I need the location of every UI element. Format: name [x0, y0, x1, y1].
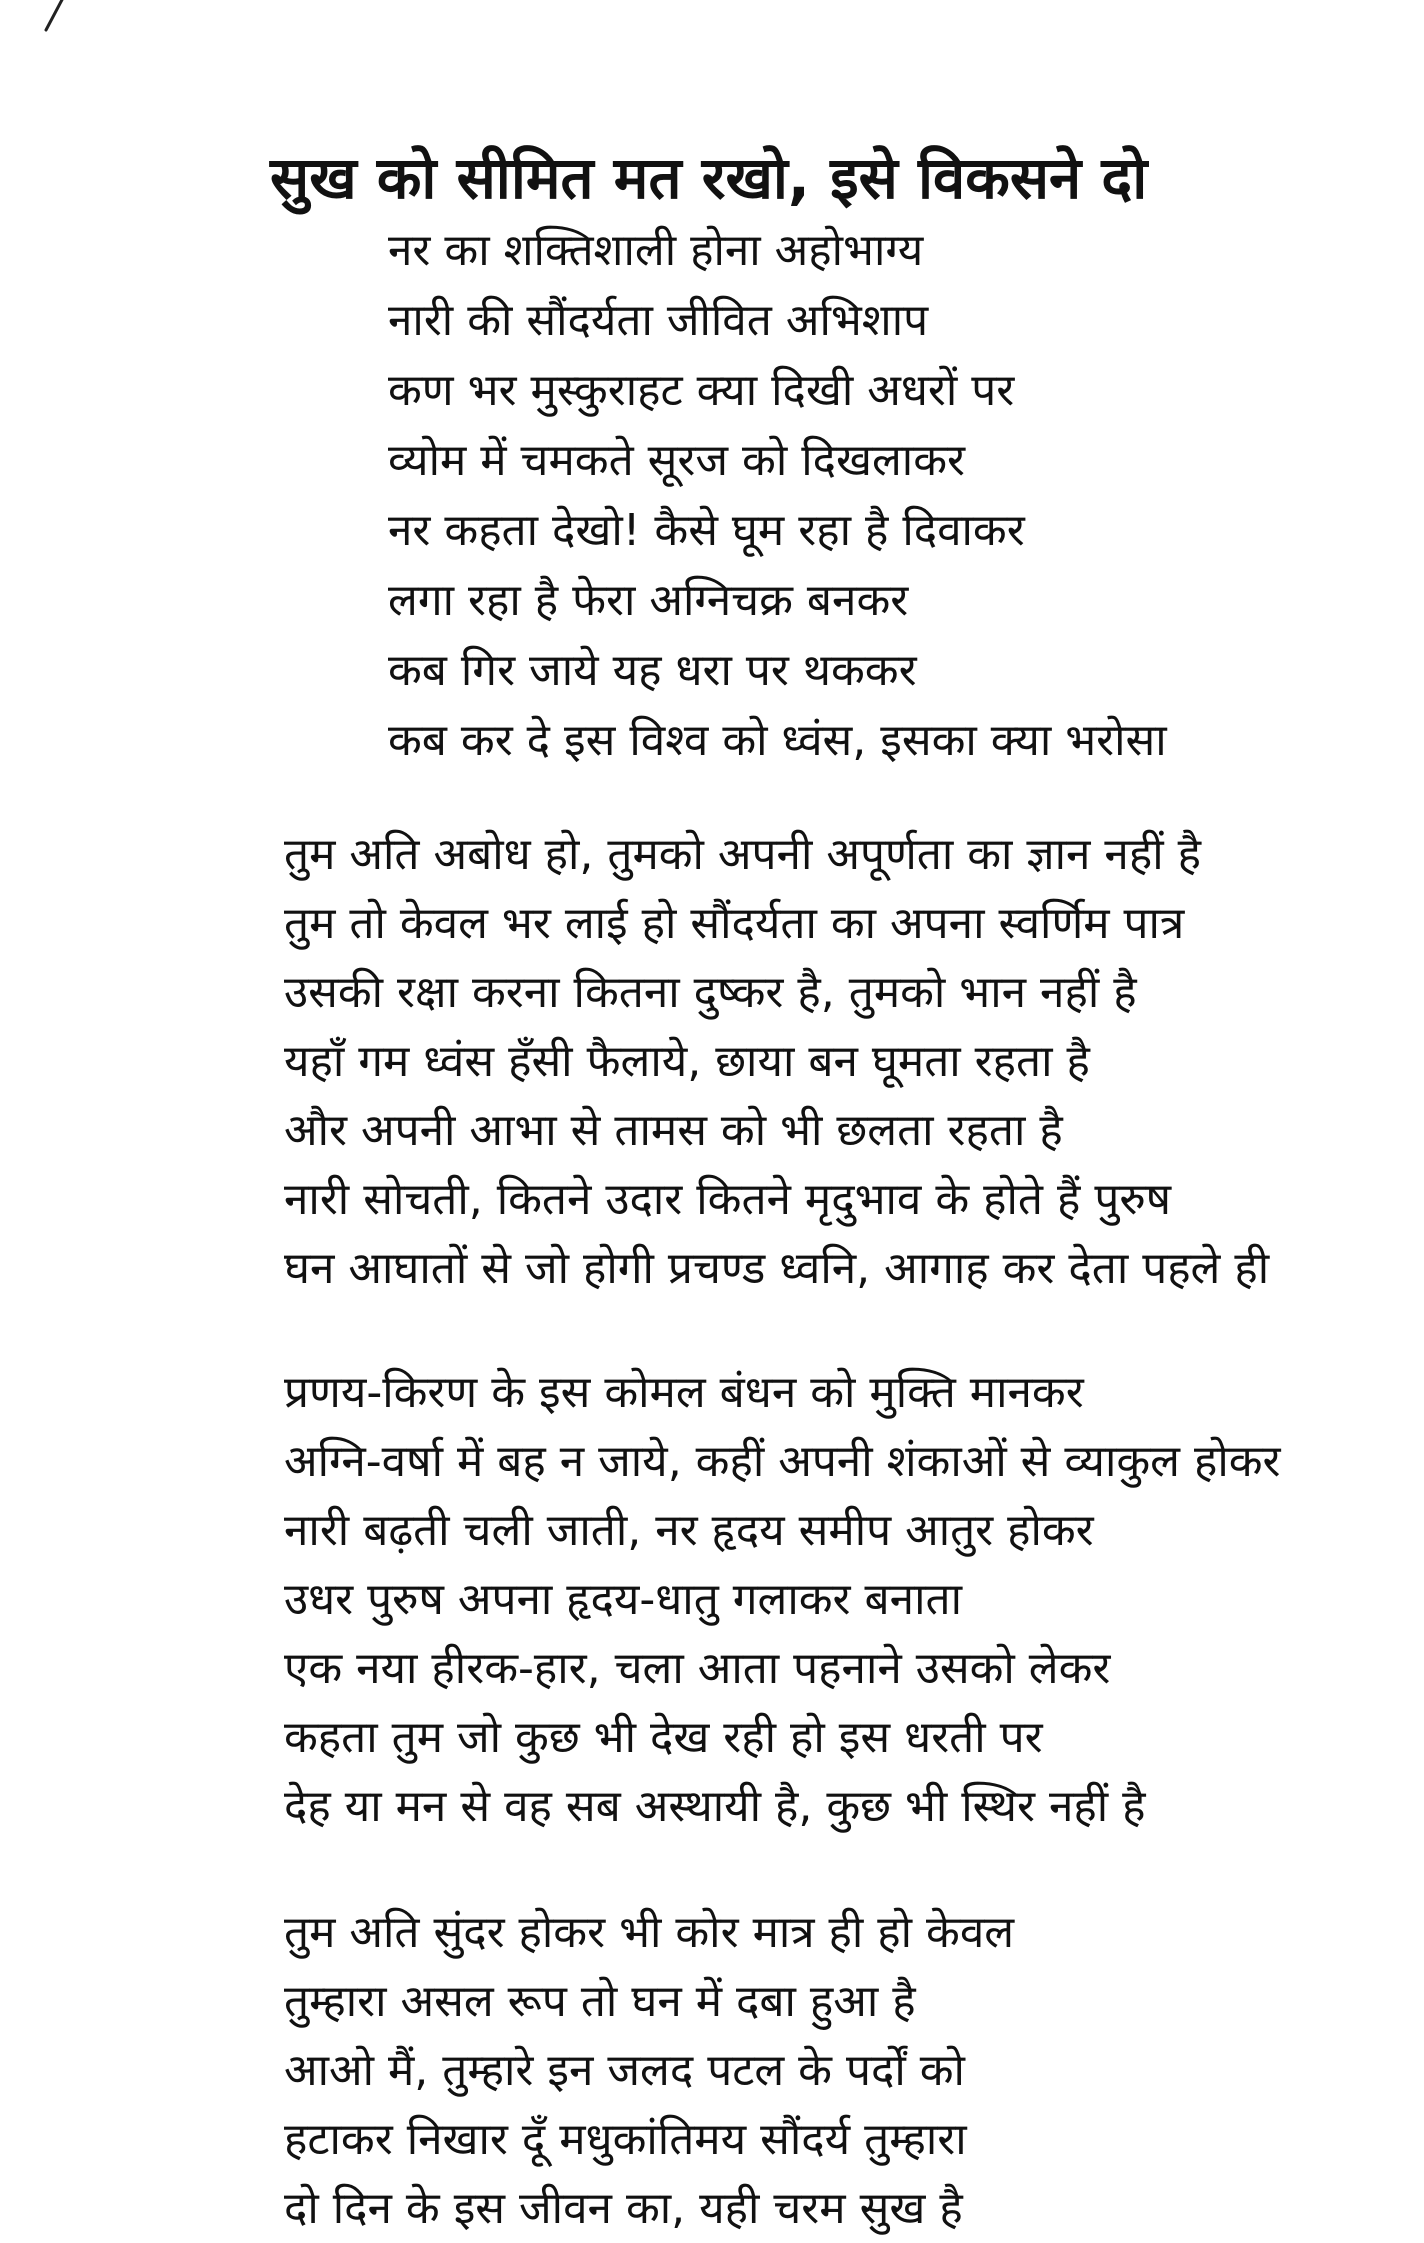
verse-intro — [388, 216, 1167, 776]
stanza-line: दो दिन के इस जीवन का, यही चरम सुख है — [284, 2183, 963, 2234]
verse-line: कब गिर जाये यह धरा पर थककर — [388, 645, 917, 696]
verse-line: कण भर मुस्कुराहट क्या दिखी अधरों पर — [388, 365, 1015, 416]
stanza-line: एक नया हीरक-हार, चला आता पहनाने उसको लेकर — [284, 1643, 1111, 1694]
verse-line: व्योम में चमकते सूरज को दिखलाकर — [388, 435, 965, 486]
stanza-3 — [284, 1898, 1014, 2243]
stanza-line: उसकी रक्षा करना कितना दुष्कर है, तुमको भान नहीं है — [284, 967, 1137, 1018]
pen-stroke-mark — [40, 0, 68, 34]
stanza-line: यहाँ गम ध्वंस हँसी फैलाये, छाया बन घूमता रहता है — [284, 1036, 1090, 1087]
stanza-line: अग्नि-वर्षा में बह न जाये, कहीं अपनी शंकाओं से व्याकुल होकर — [284, 1436, 1281, 1487]
stanza-line: घन आघातों से जो होगी प्रचण्ड ध्वनि, आगाह कर देता पहले ही — [284, 1243, 1270, 1294]
stanza-line: आओ मैं, तुम्हारे इन जलद पटल के पर्दों को — [284, 2045, 965, 2096]
stanza-line: देह या मन से वह सब अस्थायी है, कुछ भी स्थिर नहीं है — [284, 1781, 1146, 1832]
stanza-line: प्रणय-किरण के इस कोमल बंधन को मुक्ति मानकर — [284, 1367, 1084, 1418]
stanza-line: नारी सोचती, कितने उदार कितने मृदुभाव के होते हैं पुरुष — [284, 1174, 1172, 1225]
stanza-line: उधर पुरुष अपना हृदय-धातु गलाकर बनाता — [284, 1574, 962, 1625]
stanza-1 — [284, 820, 1269, 1303]
verse-line: नारी की सौंदर्यता जीवित अभिशाप — [388, 295, 929, 346]
stanza-line: तुम तो केवल भर लाई हो सौंदर्यता का अपना स्वर्णिम पात्र — [284, 898, 1185, 949]
verse-line: कब कर दे इस विश्व को ध्वंस, इसका क्या भरोसा — [388, 715, 1167, 766]
poem-title: सुख को सीमित मत रखो, इसे विकसने दो — [270, 144, 1148, 212]
stanza-2 — [284, 1358, 1281, 1841]
verse-line: नर का शक्तिशाली होना अहोभाग्य — [388, 225, 924, 276]
stanza-line: हटाकर निखार दूँ मधुकांतिमय सौंदर्य तुम्हारा — [284, 2114, 967, 2165]
stanza-line: कहता तुम जो कुछ भी देख रही हो इस धरती पर — [284, 1712, 1043, 1763]
stanza-line: तुम्हारा असल रूप तो घन में दबा हुआ है — [284, 1976, 916, 2027]
stanza-line: तुम अति अबोध हो, तुमको अपनी अपूर्णता का ज्ञान नहीं है — [284, 829, 1201, 880]
stanza-line: नारी बढ़ती चली जाती, नर हृदय समीप आतुर होकर — [284, 1505, 1094, 1556]
stanza-line: और अपनी आभा से तामस को भी छलता रहता है — [284, 1105, 1063, 1156]
verse-line: लगा रहा है फेरा अग्निचक्र बनकर — [388, 575, 909, 626]
verse-line: नर कहता देखो! कैसे घूम रहा है दिवाकर — [388, 505, 1025, 556]
stanza-line: तुम अति सुंदर होकर भी कोर मात्र ही हो केवल — [284, 1907, 1015, 1958]
